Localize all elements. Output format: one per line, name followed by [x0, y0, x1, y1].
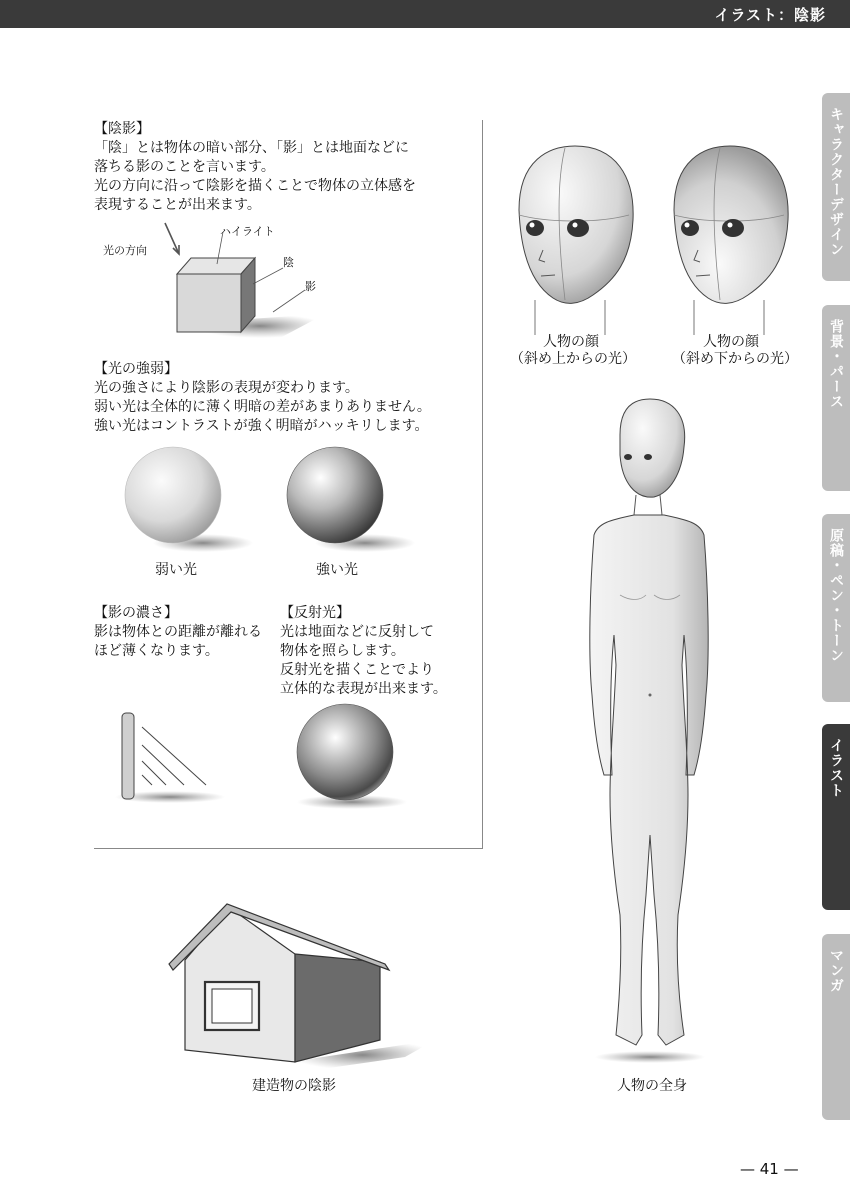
tab-character-design[interactable] [822, 93, 850, 281]
tab-illustration[interactable] [822, 724, 850, 910]
header-bar [0, 0, 850, 28]
reflected-light-sphere [290, 702, 415, 812]
face-left-caption: 人物の顔 [543, 334, 599, 350]
shadow-text-line: 表現することが出来ます。 [94, 197, 261, 213]
tab-label: キャラクターデザイン [828, 107, 844, 257]
label-shadow: 影 [305, 280, 316, 293]
light-strength-text-line: 強い光はコントラストが強く明暗がハッキリします。 [94, 418, 429, 434]
strong-light-sphere [280, 445, 415, 555]
face-light-from-above [505, 140, 640, 335]
tab-label: 背景・パース [828, 319, 844, 409]
label-light-direction: 光の方向 [103, 244, 147, 257]
building-illustration [165, 902, 445, 1072]
tab-label: マンガ [828, 948, 844, 993]
cube-illustration [95, 220, 335, 345]
shadow-density-text-line: 影は物体との距離が離れる [94, 624, 262, 640]
weak-light-caption: 弱い光 [155, 562, 197, 578]
tab-label: イラスト [828, 738, 844, 798]
pole-shadow-illustration [110, 705, 235, 810]
shadow-density-heading: 【影の濃さ】 [94, 605, 178, 621]
full-body-figure [570, 395, 730, 1065]
frame-divider-vertical [482, 120, 483, 848]
page-number: — 41 — [740, 1160, 799, 1178]
reflected-light-text-line: 立体的な表現が出来ます。 [280, 681, 447, 697]
tab-manuscript-pen-tone[interactable] [822, 514, 850, 702]
reflected-light-text-line: 物体を照らします。 [280, 643, 405, 659]
strong-light-caption: 強い光 [316, 562, 358, 578]
reflected-light-text-line: 光は地面などに反射して [280, 624, 434, 640]
label-shade: 陰 [283, 256, 294, 269]
shadow-text-line: 落ちる影のことを言います。 [94, 159, 275, 175]
reflected-light-heading: 【反射光】 [280, 605, 350, 621]
tab-background-perspective[interactable] [822, 305, 850, 491]
label-highlight: ハイライト [220, 225, 275, 238]
face-right-caption-sub: （斜め下からの光） [672, 351, 798, 367]
light-strength-text-line: 弱い光は全体的に薄く明暗の差があまりありません。 [94, 399, 431, 415]
face-light-from-below [664, 140, 799, 335]
shadow-density-text-line: ほど薄くなります。 [94, 643, 219, 659]
frame-divider-horizontal [94, 848, 483, 849]
face-left-caption-sub: （斜め上からの光） [510, 351, 636, 367]
building-caption: 建造物の陰影 [252, 1078, 336, 1094]
weak-light-sphere [118, 445, 253, 555]
light-strength-heading: 【光の強弱】 [94, 361, 178, 377]
shadow-text-line: 光の方向に沿って陰影を描くことで物体の立体感を [94, 178, 416, 194]
page-section-title: イラスト：陰影 [714, 6, 826, 24]
light-strength-text-line: 光の強さにより陰影の表現が変わります。 [94, 380, 359, 396]
shadow-heading: 【陰影】 [94, 121, 150, 137]
face-right-caption: 人物の顔 [703, 334, 759, 350]
body-caption: 人物の全身 [617, 1078, 687, 1094]
tab-label: 原稿・ペン・トーン [828, 528, 844, 663]
reflected-light-text-line: 反射光を描くことでより [280, 662, 434, 678]
tab-manga[interactable] [822, 934, 850, 1120]
shadow-text-line: 「陰」とは物体の暗い部分、「影」とは地面などに [94, 140, 409, 156]
